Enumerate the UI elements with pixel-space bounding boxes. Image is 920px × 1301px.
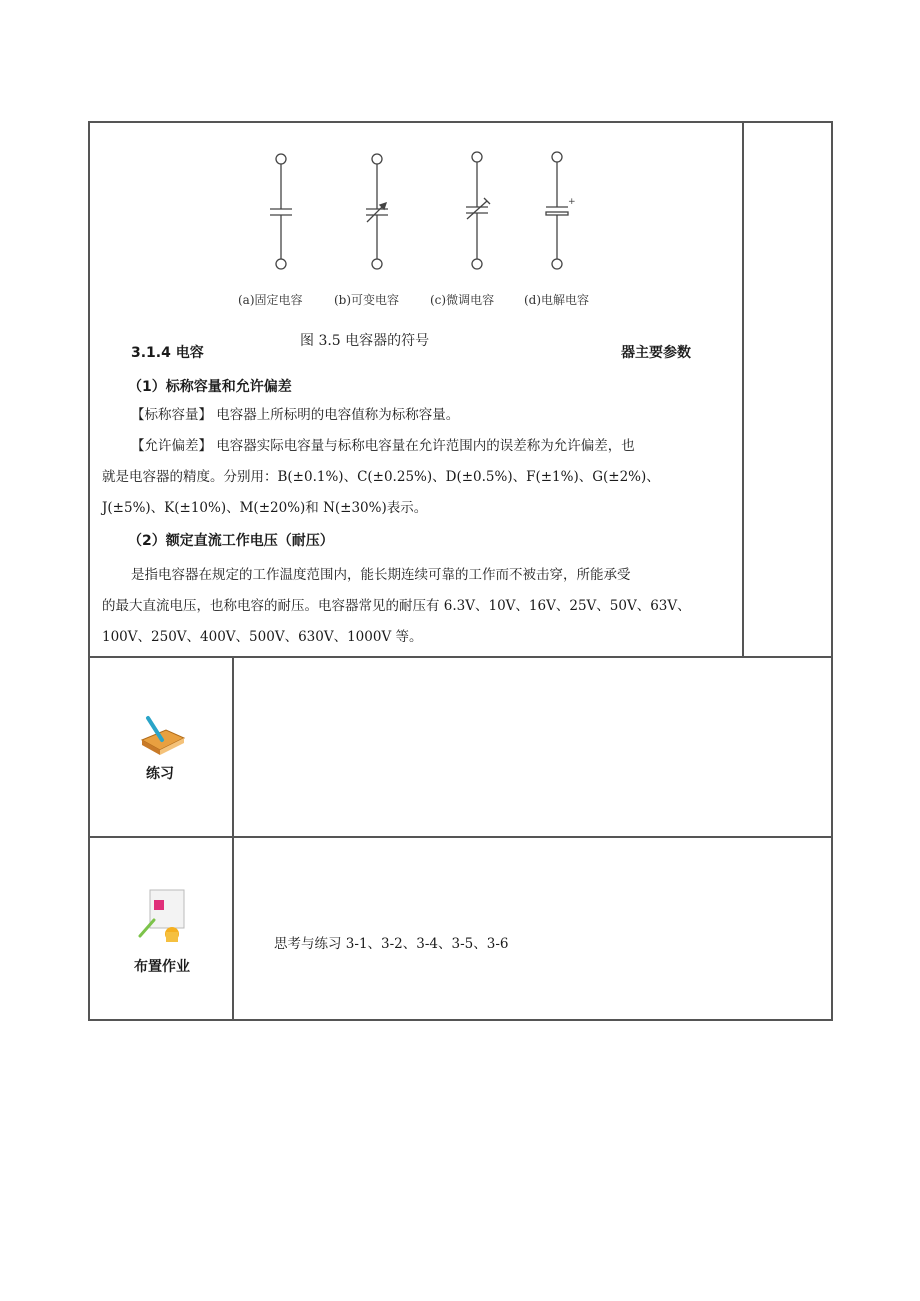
book-pen-icon (134, 710, 194, 760)
homework-label: 布置作业 (134, 959, 190, 975)
variable-capacitor-symbol (366, 154, 388, 269)
label-column-divider (232, 656, 234, 1021)
subheading-2: （2）额定直流工作电压（耐压） (128, 533, 334, 549)
para-tolerance-3: J(±5%)、K(±10%)、M(±20%)和 N(±30%)表示。 (102, 500, 428, 516)
para-nominal: 【标称容量】 电容器上所标明的电容值称为标称容量。 (131, 407, 460, 423)
caption-variable: (b)可变电容 (334, 293, 400, 307)
row-divider-1 (88, 656, 833, 658)
trimmer-capacitor-symbol (466, 152, 490, 269)
caption-trimmer: (c)微调电容 (430, 293, 495, 307)
homework-icon (132, 886, 192, 946)
para-voltage-2: 的最大直流电压，也称电容的耐压。电容器常见的耐压有 6.3V、10V、16V、25V、50V、63V、 (102, 598, 691, 614)
practice-label: 练习 (146, 766, 174, 782)
row-divider-2 (88, 836, 833, 838)
figure-title: 图 3.5 电容器的符号 (300, 333, 430, 349)
para-tolerance-1: 【允许偏差】 电容器实际电容量与标称电容量在允许范围内的误差称为允许偏差，也 (131, 438, 635, 454)
caption-fixed: (a)固定电容 (238, 293, 303, 307)
para-voltage-1: 是指电容器在规定的工作温度范围内，能长期连续可靠的工作而不被击穿，所能承受 (131, 567, 631, 583)
section-heading: 3.1.4 电容 (131, 345, 204, 361)
electrolytic-capacitor-symbol (546, 152, 568, 269)
section-heading-cont: 器主要参数 (621, 345, 691, 361)
positive-sign: + (568, 197, 576, 207)
para-tolerance-2: 就是电容器的精度。分别用：B(±0.1%)、C(±0.25%)、D(±0.5%)、F(±1%)、G(±2%)、 (102, 469, 660, 485)
fixed-capacitor-symbol (270, 154, 292, 269)
subheading-1: （1）标称容量和允许偏差 (128, 379, 292, 395)
capacitor-symbols-figure (0, 0, 920, 300)
para-voltage-3: 100V、250V、400V、500V、630V、1000V 等。 (102, 629, 423, 645)
caption-electrolytic: (d)电解电容 (524, 293, 590, 307)
homework-text: 思考与练习 3-1、3-2、3-4、3-5、3-6 (274, 936, 509, 952)
